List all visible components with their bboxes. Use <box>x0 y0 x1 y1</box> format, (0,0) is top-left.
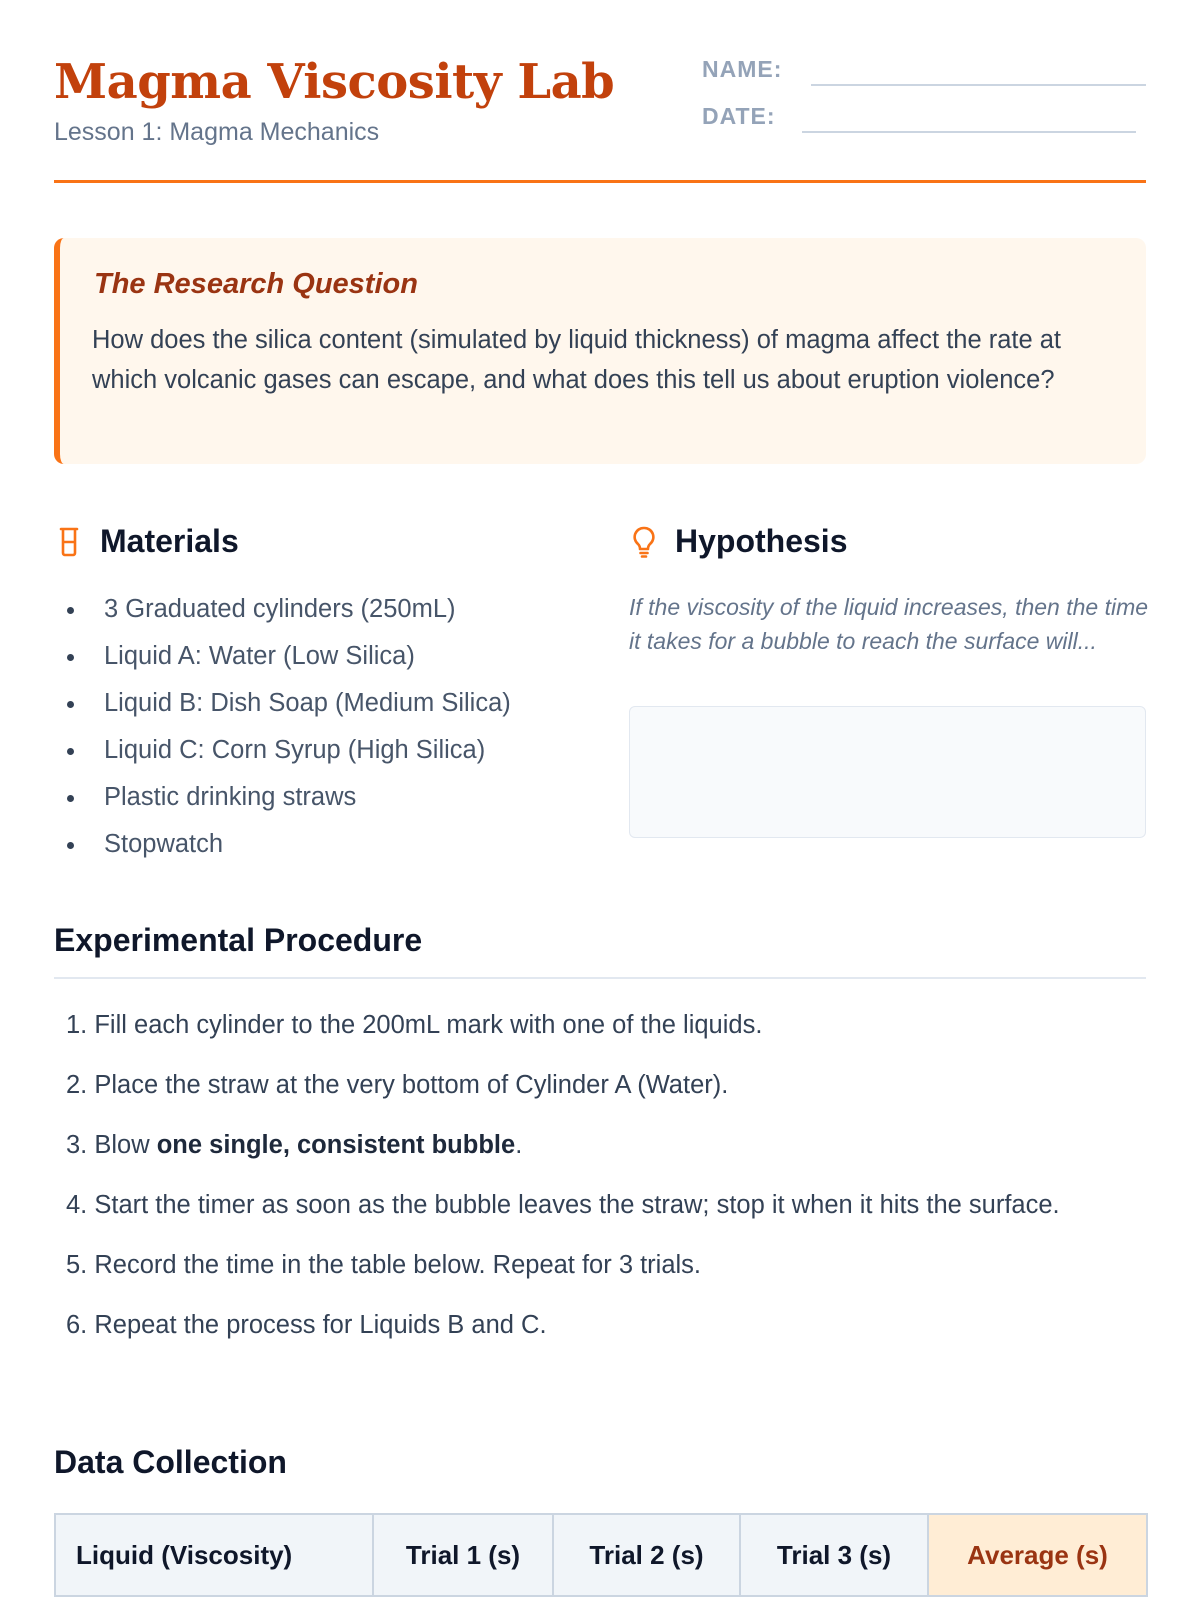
beaker-icon <box>54 525 84 559</box>
name-field[interactable] <box>811 84 1146 86</box>
procedure-step: 5. Record the time in the table below. Repeat for 3 trials. <box>66 1251 702 1279</box>
hypothesis-input[interactable] <box>629 706 1146 838</box>
date-label: DATE: <box>702 103 776 129</box>
lightbulb-icon <box>629 525 659 559</box>
procedure-divider <box>54 977 1146 979</box>
list-item: Liquid C: Corn Syrup (High Silica) <box>54 727 594 774</box>
research-question-text: How does the silica content (simulated by liquid thickness) of magma affect the rate at which volcanic gases can escape, and what does this tell us about eruption violence? <box>92 326 1062 394</box>
page-title: Magma Viscosity Lab <box>54 54 615 110</box>
data-table <box>54 1513 1148 1597</box>
research-question-title: The Research Question <box>94 268 418 300</box>
worksheet-page <box>54 0 1149 1600</box>
column-header-trial-1: Trial 1 (s) <box>373 1514 553 1596</box>
hypothesis-title: Hypothesis <box>675 523 848 559</box>
procedure-title: Experimental Procedure <box>54 922 423 958</box>
procedure-step-emphasis: one single, consistent bubble <box>156 1131 516 1159</box>
materials-list <box>54 586 594 868</box>
procedure-step <box>66 1125 1126 1165</box>
materials-heading <box>54 523 239 560</box>
name-label: NAME: <box>702 56 783 82</box>
list-item: Plastic drinking straws <box>54 774 594 821</box>
table-header-row <box>55 1514 1147 1596</box>
column-header-average: Average (s) <box>928 1514 1147 1596</box>
worksheet-header <box>54 52 1146 182</box>
column-header-trial-3: Trial 3 (s) <box>740 1514 928 1596</box>
list-item: Liquid A: Water (Low Silica) <box>54 633 594 680</box>
procedure-step: 2. Place the straw at the very bottom of Cylinder A (Water). <box>66 1071 729 1099</box>
procedure-step: 1. Fill each cylinder to the 200mL mark with one of the liquids. <box>66 1011 763 1039</box>
materials-title: Materials <box>100 523 239 559</box>
procedure-list <box>66 1005 1126 1365</box>
header-divider <box>54 180 1146 183</box>
hypothesis-prompt: If the viscosity of the liquid increases, then the time it takes for a bubble to reach the surface will... <box>629 594 1149 654</box>
column-header-liquid: Liquid (Viscosity) <box>55 1514 373 1596</box>
date-field[interactable] <box>802 131 1136 133</box>
list-item: Liquid B: Dish Soap (Medium Silica) <box>54 680 594 727</box>
research-question-callout <box>54 238 1146 464</box>
hypothesis-heading <box>629 523 847 560</box>
procedure-step-text: 3. Blow <box>66 1131 157 1159</box>
data-collection-title: Data Collection <box>54 1444 287 1480</box>
procedure-step-text: . <box>515 1131 523 1159</box>
procedure-step: 6. Repeat the process for Liquids B and C. <box>66 1311 547 1339</box>
list-item: 3 Graduated cylinders (250mL) <box>54 586 594 633</box>
procedure-step: 4. Start the timer as soon as the bubble leaves the straw; stop it when it hits the surface. <box>66 1191 1060 1219</box>
list-item: Stopwatch <box>54 821 594 868</box>
column-header-trial-2: Trial 2 (s) <box>553 1514 740 1596</box>
page-subtitle: Lesson 1: Magma Mechanics <box>54 118 380 146</box>
